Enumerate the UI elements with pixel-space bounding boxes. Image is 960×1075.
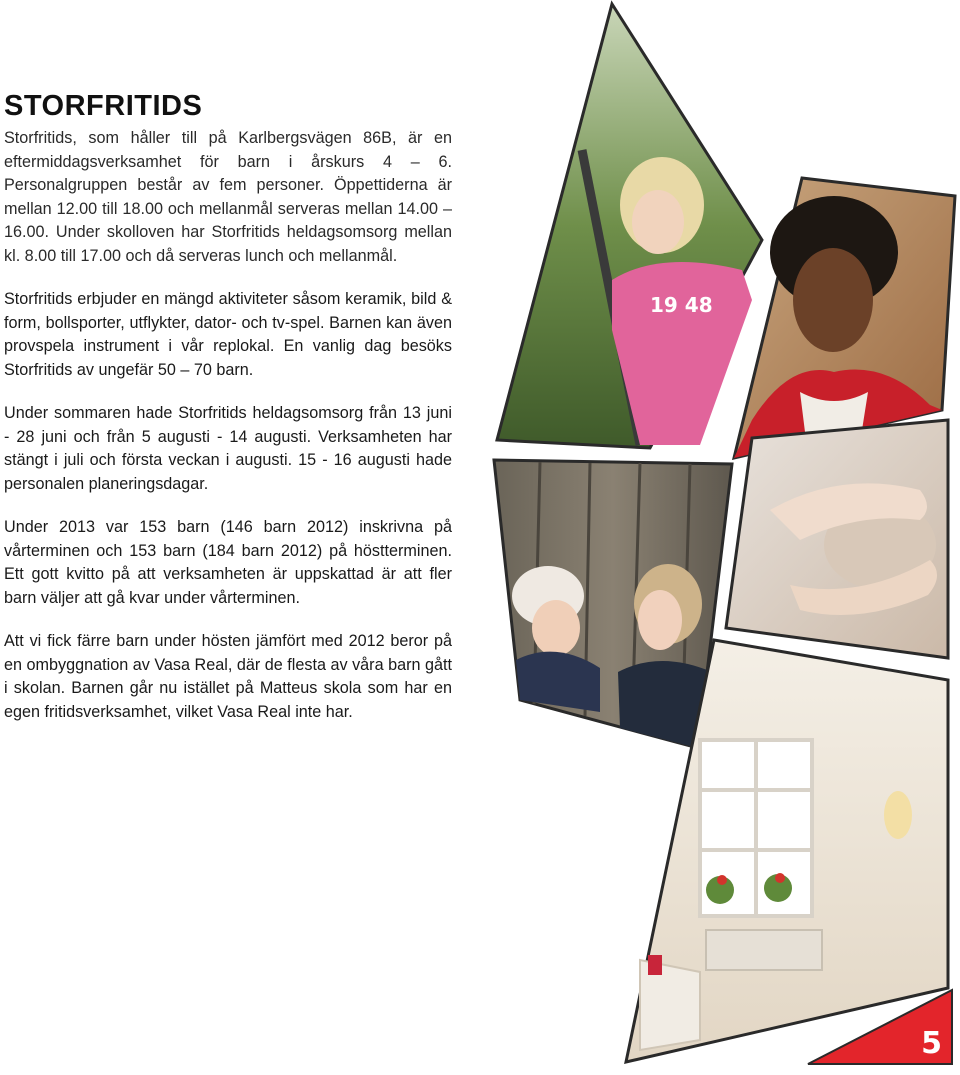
paragraph-intro: Storfritids, som håller till på Karlbergsvägen 86B, är en eftermiddagsverksamhet för barn i årskurs 4 – 6. Personalgruppen består av fem personer. Öppettiderna är mellan 12.00 till 18.00 och mellanmål serveras mellan 14.00 – 16.00. Under skolloven har Storfritids heldagsomsorg mellan kl. 8.00 till 17.00 och då serveras lunch och mellanmål. (4, 129, 452, 265)
photo-two-girls-fence (494, 460, 732, 748)
paragraph-autumn: Att vi fick färre barn under hösten jämfört med 2012 beror på en ombyggnation av Vasa Real, där de flesta av våra barn gått i skolan. Barnen går nu istället på Matteus skola som har en egen fritidsverksamhet, vilket Vasa Real inte har. (4, 632, 452, 721)
photo-boy-portrait (734, 178, 955, 458)
photo-pottery-hands (726, 420, 948, 658)
page-number: 5 (921, 1026, 942, 1061)
paragraph-summer: Under sommaren hade Storfritids heldagsomsorg från 13 juni - 28 juni och från 5 augusti - 14 augusti. Verksamheten har stängt i juli och första veckan i augusti. 15 - 16 augusti hade personalen planeringsdagar. (4, 404, 452, 493)
page-title: STORFRITIDS (4, 90, 203, 122)
photo-girl-pink-hoodie (497, 4, 762, 448)
paragraph-enrollment: Under 2013 var 153 barn (146 barn 2012) inskrivna på vårterminen och 153 barn (184 barn 2012) på höstterminen. Ett gott kvitto på att verksamheten är uppskattad är att fler barn väljer att gå kvar under vårterminen. (4, 518, 452, 607)
paragraph-activities: Storfritids erbjuder en mängd aktiviteter såsom keramik, bild & form, bollsporter, utflykter, dator- och tv-spel. Barnen kan även provspela instrument i vår replokal. En vanlig dag besöks Storfritids av ungefär 50 – 70 barn. (4, 290, 452, 379)
main-text-column (4, 90, 452, 744)
svg-text:19 48: 19 48 (650, 293, 713, 317)
